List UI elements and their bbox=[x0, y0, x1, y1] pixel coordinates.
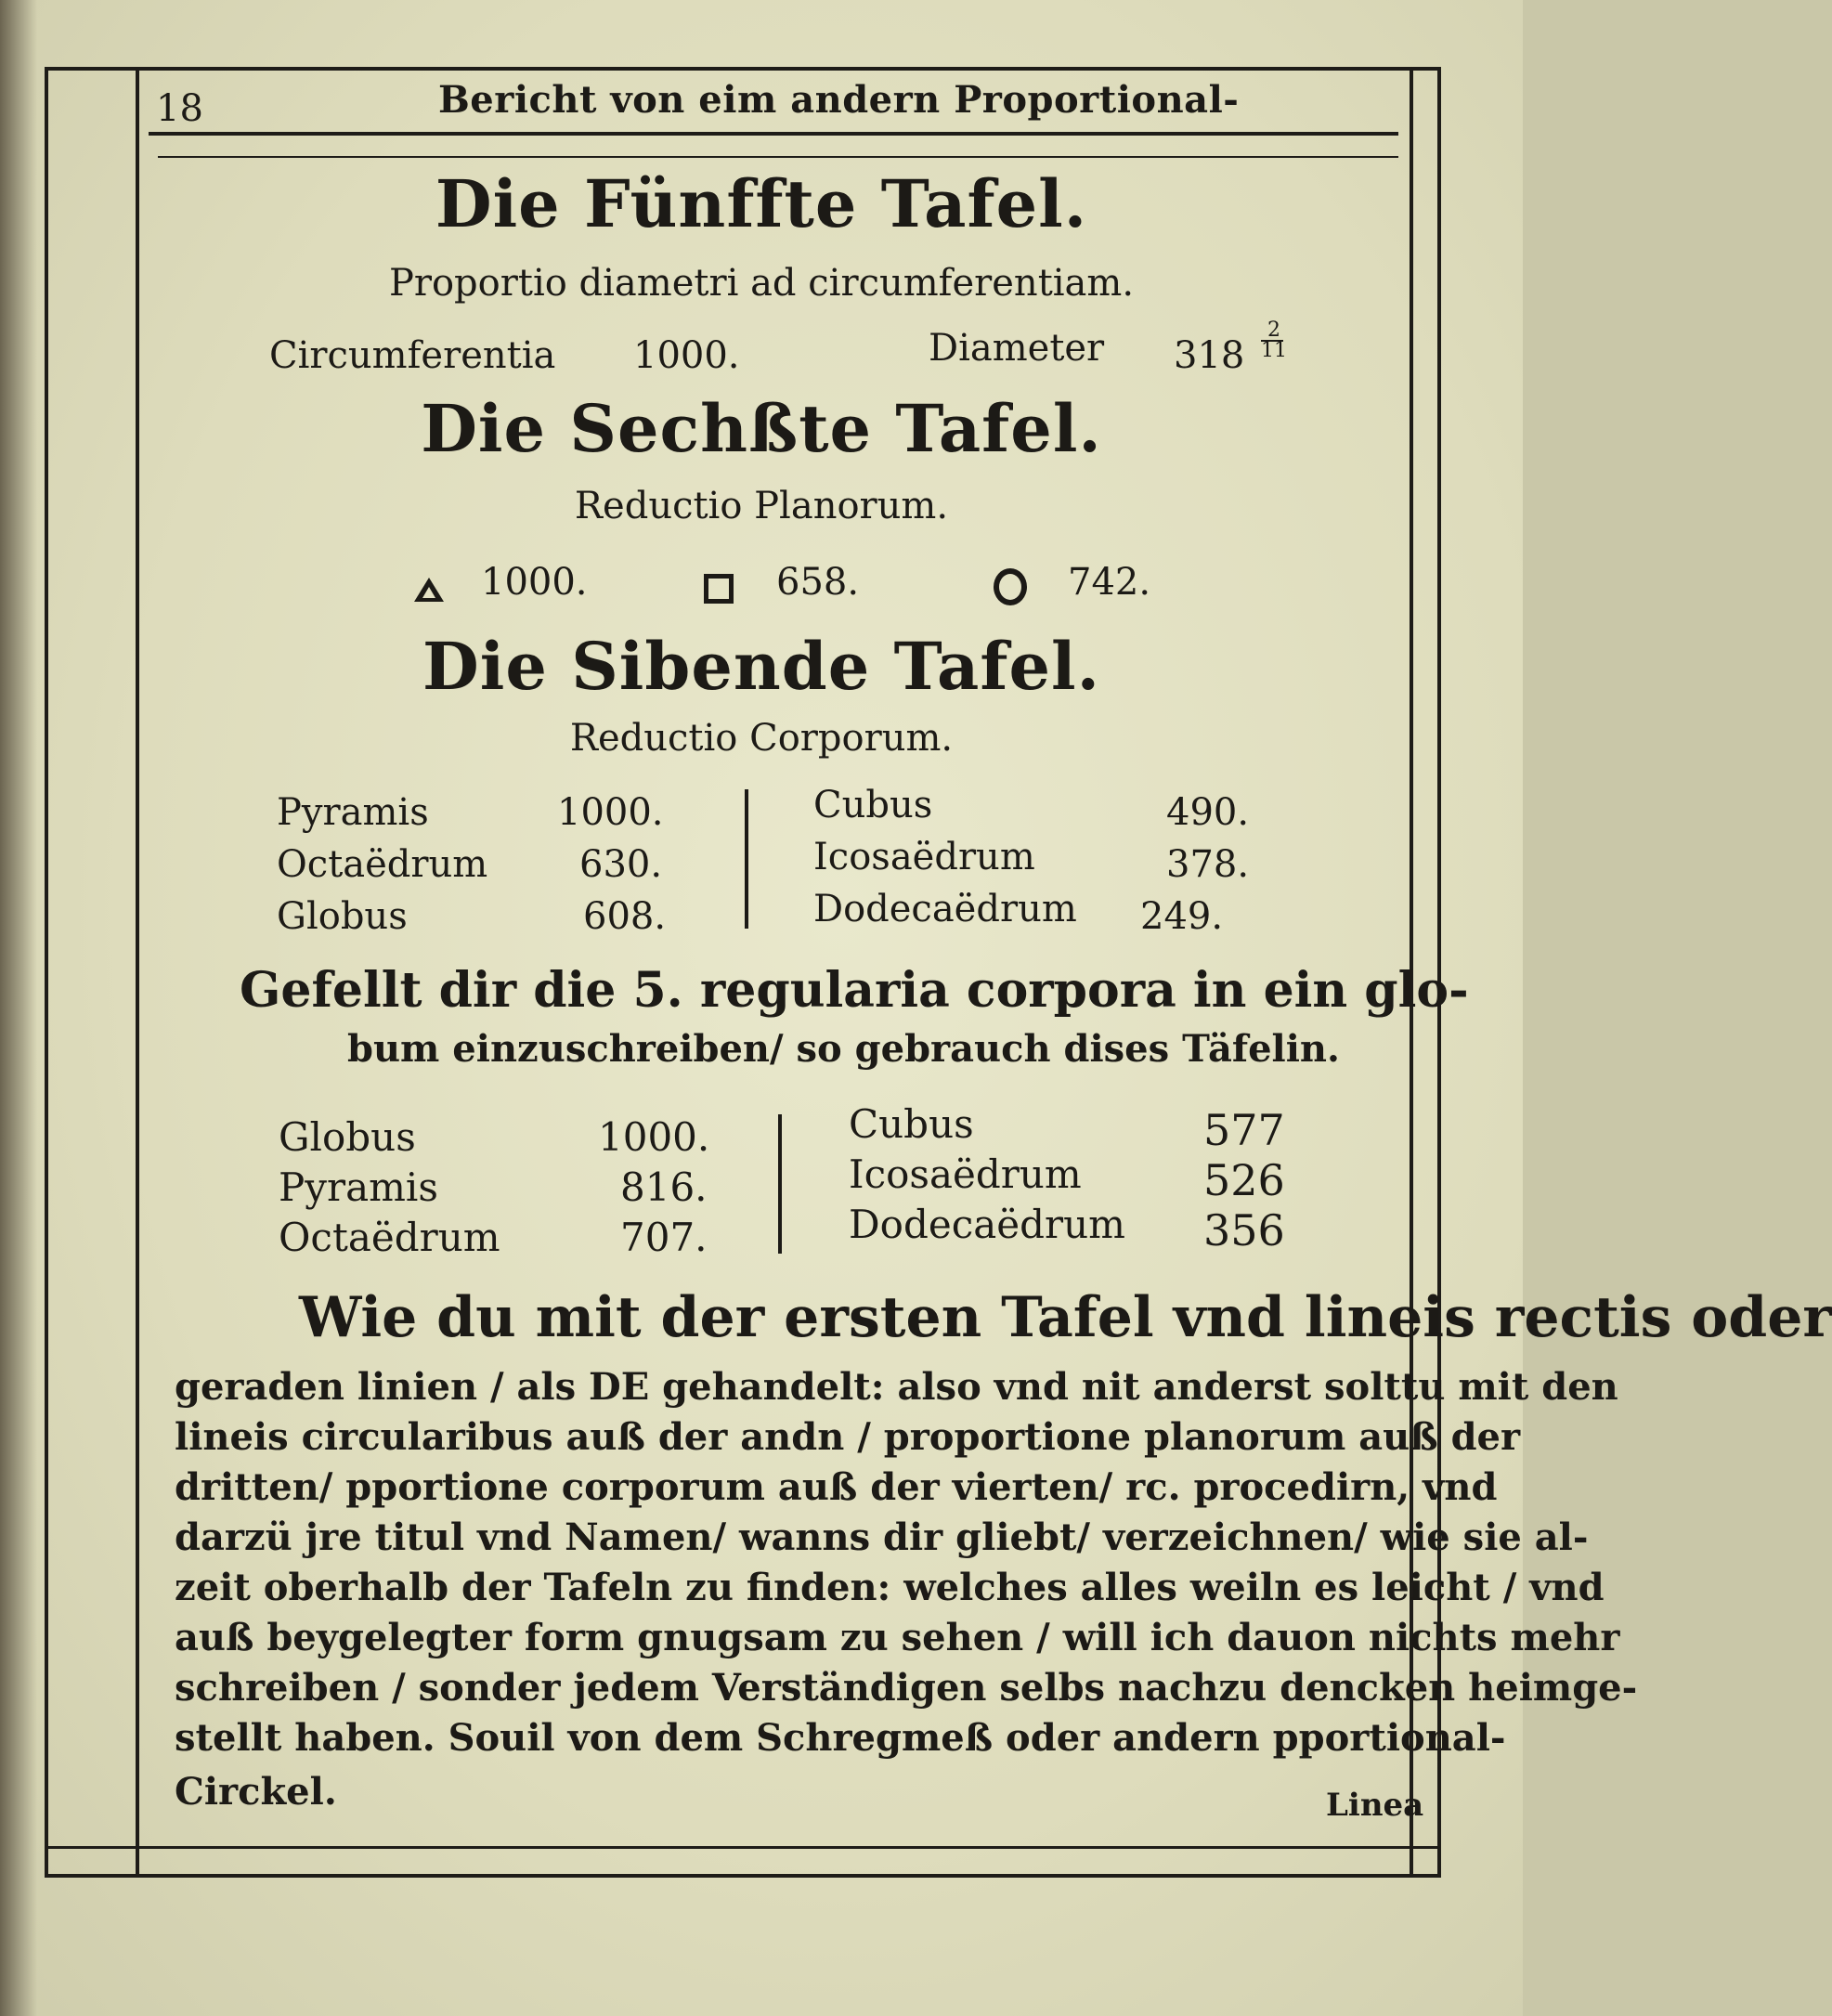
globus-intro-line1: Gefellt dir die 5. regularia corpora in ein glo- bbox=[240, 962, 1469, 1019]
globus-right-name: Dodecaëdrum bbox=[849, 1202, 1125, 1247]
table5-left-label: Circumferentia bbox=[269, 334, 556, 377]
paragraph-first-line: Wie du mit der ersten Tafel vnd lineis rectis oder bbox=[299, 1285, 1832, 1350]
globus-column-divider bbox=[778, 1114, 782, 1254]
table7-right-name: Dodecaëdrum bbox=[813, 888, 1077, 930]
paragraph-line: auß beygelegter form gnugsam zu sehen / will ich dauon nichts mehr bbox=[175, 1616, 1620, 1659]
table7-subtitle: Reductio Corporum. bbox=[569, 717, 954, 760]
globus-left-name: Octaëdrum bbox=[279, 1215, 500, 1260]
table7-right-value: 249. bbox=[1140, 895, 1224, 938]
fraction-numerator: 2 bbox=[1267, 319, 1280, 342]
paragraph-line: lineis circularibus auß der andn / proportione planorum auß der bbox=[175, 1415, 1521, 1459]
table5-right-value: 318 bbox=[1174, 334, 1245, 377]
globus-right-value: 526 bbox=[1203, 1155, 1285, 1205]
table6-title: Die Sechßte Tafel. bbox=[421, 390, 1102, 467]
table7-left-value: 1000. bbox=[557, 791, 664, 834]
globus-right-value: 356 bbox=[1203, 1205, 1285, 1255]
table7-left-name: Octaëdrum bbox=[277, 843, 488, 886]
running-head: Bericht von eim andern Proportional- bbox=[438, 78, 1240, 122]
circle-icon bbox=[994, 568, 1027, 605]
triangle-icon bbox=[414, 578, 444, 602]
table7-right-value: 378. bbox=[1166, 843, 1250, 886]
globus-left-value: 816. bbox=[620, 1164, 708, 1210]
globus-right-name: Icosaëdrum bbox=[849, 1151, 1082, 1197]
table7-left-value: 608. bbox=[583, 895, 667, 938]
table6-square-value: 658. bbox=[776, 561, 860, 604]
catchword: Linea bbox=[1326, 1787, 1424, 1824]
table7-right-name: Cubus bbox=[813, 784, 933, 826]
paragraph-line: zeit oberhalb der Tafeln zu finden: welches alles weiln es leicht / vnd bbox=[175, 1566, 1605, 1609]
paragraph-line: dritten/ pportione corporum auß der vierten/ rc. procedirn, vnd bbox=[175, 1465, 1498, 1509]
globus-left-name: Globus bbox=[279, 1114, 416, 1160]
globus-left-value: 707. bbox=[620, 1215, 708, 1260]
globus-left-name: Pyramis bbox=[279, 1164, 438, 1210]
table7-left-name: Pyramis bbox=[277, 791, 429, 834]
table7-title: Die Sibende Tafel. bbox=[422, 628, 1100, 705]
table7-right-value: 490. bbox=[1166, 791, 1250, 834]
header-rule bbox=[149, 132, 1398, 136]
table7-right-name: Icosaëdrum bbox=[813, 836, 1035, 878]
page-number: 18 bbox=[156, 87, 203, 130]
table6-subtitle: Reductio Planorum. bbox=[574, 485, 949, 527]
bottom-rule bbox=[45, 1846, 1437, 1849]
paragraph-line: schreiben / sonder jedem Verständigen selbs nachzu dencken heimge- bbox=[175, 1666, 1638, 1710]
paragraph-line: darzü jre titul vnd Namen/ wanns dir gliebt/ verzeichnen/ wie sie al- bbox=[175, 1515, 1589, 1559]
table5-left-value: 1000. bbox=[633, 334, 740, 377]
table7-left-name: Globus bbox=[277, 895, 408, 938]
table5-title: Die Fünffte Tafel. bbox=[435, 165, 1088, 242]
square-icon bbox=[704, 574, 734, 604]
paragraph-line: Circkel. bbox=[175, 1770, 337, 1814]
paragraph-line: geraden linien / als DE gehandelt: also vnd nit anderst solttu mit den bbox=[175, 1365, 1618, 1409]
header-rule-thin bbox=[158, 156, 1398, 158]
globus-left-value: 1000. bbox=[598, 1114, 710, 1160]
table7-column-divider bbox=[745, 789, 748, 929]
table5-fraction bbox=[1261, 321, 1287, 360]
inner-margin-rule bbox=[136, 67, 139, 1874]
table5-right-label: Diameter bbox=[929, 327, 1105, 370]
globus-right-name: Cubus bbox=[849, 1101, 974, 1147]
fraction-denominator: 11 bbox=[1261, 339, 1287, 362]
table6-circle-value: 742. bbox=[1068, 561, 1151, 604]
globus-right-value: 577 bbox=[1203, 1105, 1285, 1155]
globus-intro-line2: bum einzuschreiben/ so gebrauch dises Täfelin. bbox=[347, 1027, 1340, 1071]
table6-triangle-value: 1000. bbox=[481, 561, 588, 604]
table5-subtitle: Proportio diametri ad circumferentiam. bbox=[388, 262, 1135, 305]
paragraph-line: stellt haben. Souil von dem Schregmeß oder andern pportional- bbox=[175, 1716, 1506, 1760]
table7-left-value: 630. bbox=[579, 843, 663, 886]
